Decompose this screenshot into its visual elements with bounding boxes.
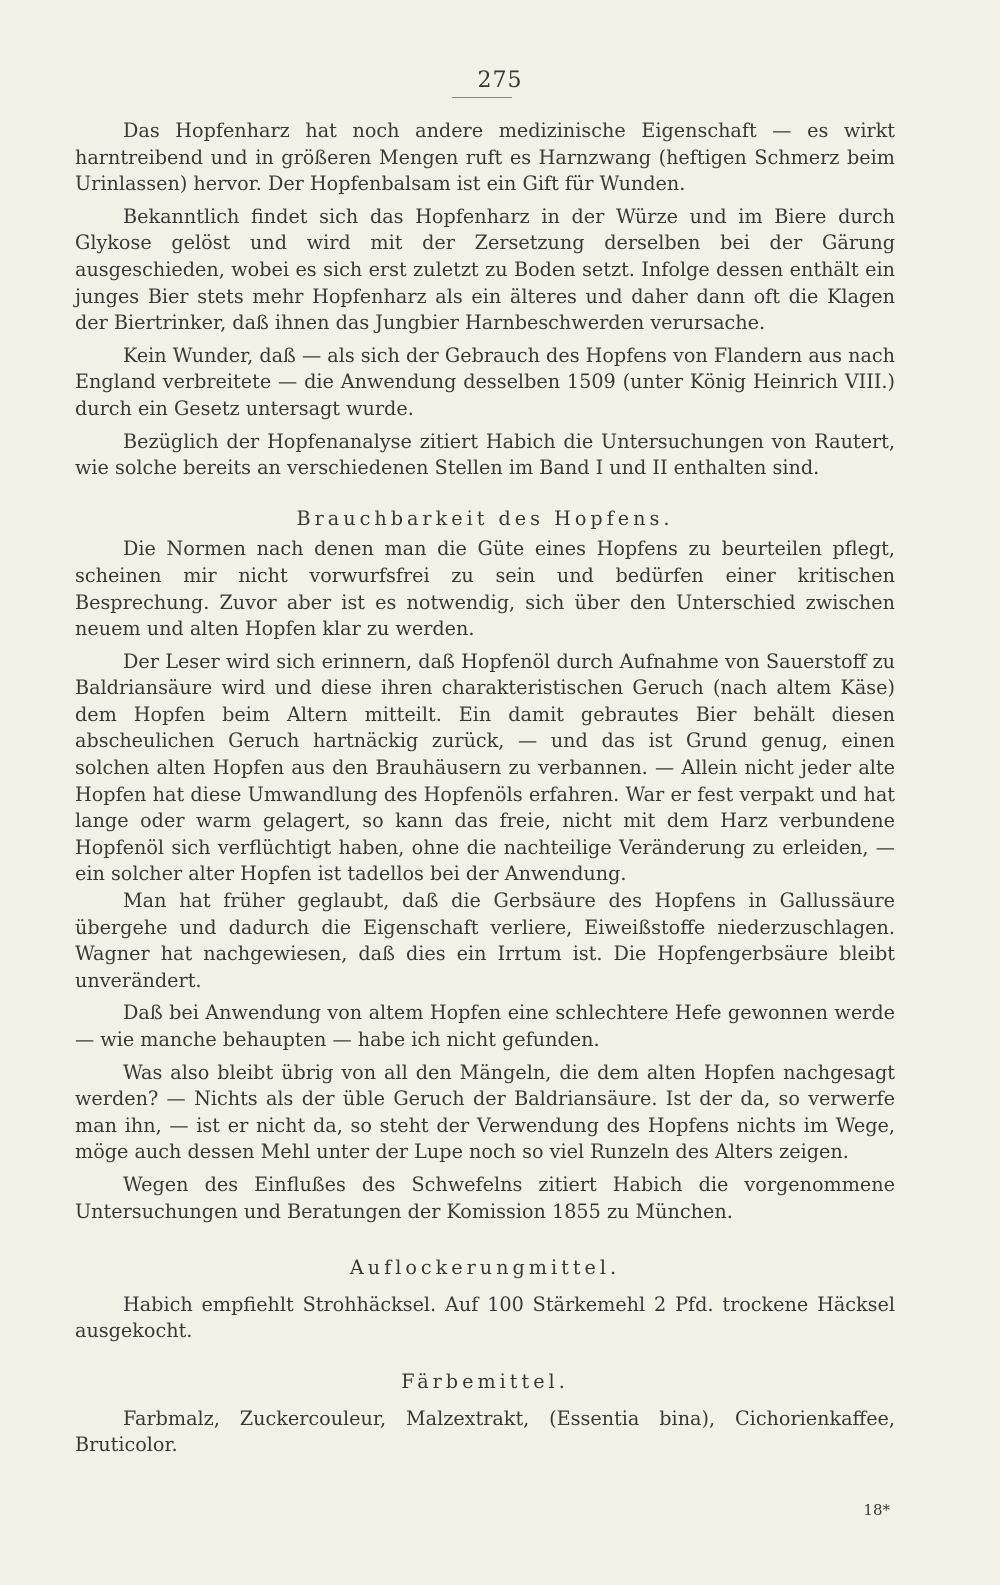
paragraph: Kein Wunder, daß — als sich der Gebrauch des Hopfens von Flandern aus nach England verbreitete — die Anwendung desselben 1509 (unter König Heinrich VIII.) durch ein Gesetz untersagt wurde. bbox=[75, 343, 895, 420]
paragraph: Man hat früher geglaubt, daß die Gerbsäure des Hopfens in Gallussäure übergehe und dadurch die Eigenschaft verliere, Eiweißstoffe niederzuschlagen. Wagner hat nachgewiesen, daß dies ein Irrtum ist. Die Hopfengerbsäure bleibt unverändert. bbox=[75, 889, 895, 992]
section-heading: Färbemittel. bbox=[401, 1369, 569, 1393]
paragraph: Die Normen nach denen man die Güte eines Hopfens zu beurteilen pflegt, scheinen mir nicht vorwurfsfrei zu sein und bedürfen einer kritischen Besprechung. Zuvor aber ist es notwendig, sich über den Unterschied zwischen neuem und alten Hopfen klar zu werden. bbox=[75, 537, 895, 641]
paragraph: Was also bleibt übrig von all den Mängeln, die dem alten Hopfen nachgesagt werden? — Nichts als der üble Geruch der Baldriansäure. Ist der da, so verwerfe man ihn, — ist er nicht da, so steht der Verwendung des Hopfens nichts im Wege, möge auch dessen Mehl unter der Lupe noch so viel Runzeln des Alters zeigen. bbox=[75, 1060, 895, 1164]
page-number-rule bbox=[452, 97, 512, 98]
section-heading: Auflockerungmittel. bbox=[349, 1256, 621, 1280]
paragraph: Bekanntlich findet sich das Hopfenharz in der Würze und im Biere durch Glykose gelöst und wird mit der Zersetzung derselben bei der Gärung ausgeschieden, wobei es sich erst zuletzt zu Boden setzt. Infolge dessen enthält ein junges Bier stets mehr Hopfenharz als ein älteres und daher dann oft die Klagen der Biertrinker, daß ihnen das Jungbier Harnbeschwerden verursache. bbox=[75, 204, 895, 335]
section-heading: Brauchbarkeit des Hopfens. bbox=[296, 506, 674, 530]
paragraph: Wegen des Einflußes des Schwefelns zitiert Habich die vorgenommene Untersuchungen und Beratungen der Komission 1855 zu München. bbox=[75, 1172, 895, 1223]
paragraph: Habich empfiehlt Strohhäcksel. Auf 100 Stärkemehl 2 Pfd. trockene Häcksel ausgekocht. bbox=[75, 1292, 895, 1343]
paragraph: Farbmalz, Zuckercouleur, Malzextrakt, (Essentia bina), Cichorienkaffee, Bruticolor. bbox=[75, 1406, 895, 1457]
paragraph: Das Hopfenharz hat noch andere medizinische Eigenschaft — es wirkt harntreibend und in größeren Mengen ruft es Harnzwang (heftigen Schmerz beim Urinlassen) hervor. Der Hopfenbalsam ist ein Gift für Wunden. bbox=[75, 119, 895, 196]
paragraph: Bezüglich der Hopfenanalyse zitiert Habich die Untersuchungen von Rautert, wie solche bereits an verschiedenen Stellen im Band I und II enthalten sind. bbox=[75, 429, 895, 480]
paragraph: Der Leser wird sich erinnern, daß Hopfenöl durch Aufnahme von Sauerstoff zu Baldriansäure wird und diese ihren charakteristischen Geruch (nach altem Käse) dem Hopfen beim Altern mitteilt. Ein damit gebrautes Bier behält diesen abscheulichen Geruch hartnäckig zurück, — und das ist Grund genug, einen solchen alten Hopfen aus den Brauhäusern zu verbannen. — Allein nicht jeder alte Hopfen hat diese Umwandlung des Hopfenöls erfahren. War er fest verpakt und hat lange oder warm gelagert, so kann das freie, nicht mit dem Harz verbundene Hopfenöl sich verflüchtigt haben, ohne die nachteilige Veränderung zu erleiden, — ein solcher alter Hopfen ist tadellos bei der Anwendung. bbox=[75, 649, 895, 886]
body-text bbox=[75, 118, 895, 1459]
sheet-signature: 18* bbox=[863, 1501, 890, 1519]
paragraph: Daß bei Anwendung von altem Hopfen eine schlechtere Hefe gewonnen werde — wie manche behaupten — habe ich nicht gefunden. bbox=[75, 1001, 895, 1051]
page-number: 275 bbox=[477, 68, 523, 93]
